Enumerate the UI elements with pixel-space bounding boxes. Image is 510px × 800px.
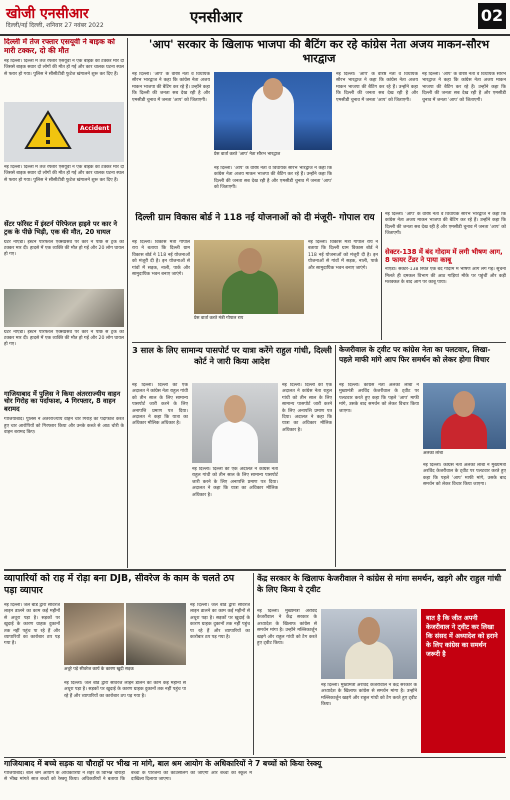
speaker-head bbox=[358, 617, 380, 645]
speaker-head bbox=[224, 395, 246, 423]
footer-body: गाजियाबाद। बाल श्रम आयोग के अधिकारियों ने शहर के विभिन्न चौराहों से भीख मांगते सात बच्चों को रेस्क्यू किया। अधिकारियों ने बताया कि बच्चों के परिजनों की काउंसलिंग की जाएगी और बच्चों को स्कूल में दाखिला दिलाया जाएगा। bbox=[4, 771, 252, 783]
pull-quote-box bbox=[421, 609, 505, 753]
right-body-top: नई दिल्ली। 'आप' के वरिष्ठ नेता व विधायक सौरभ भारद्वाज ने कहा कि कांग्रेस नेता अजय माकन भाजपा की बैटिंग कर रहे हैं। उन्होंने कहा कि दिल्ली की जनता सब देख रही है और एमसीडी चुनाव में जनता 'आप' को जिताएगी। bbox=[385, 212, 506, 237]
story-body-continued: ग्रेटर नोएडा। ईस्टर्न पेरिफेरल एक्सप्रेसवे पर कार ने पीछे से ट्रक को टक्कर मार दी। हादसे में एक व्यक्ति की मौत हो गई और 20 लोग घायल हो गए। bbox=[4, 329, 124, 348]
warning-sign-icon bbox=[24, 110, 72, 150]
section-divider bbox=[4, 569, 506, 571]
kejriwal-congress-body-continued: नई दिल्ली। मुख्यमंत्री अरविंद केजरीवाल ने केंद्र सरकार के अध्यादेश के खिलाफ कांग्रेस से समर्थन मांगा है। उन्होंने मल्लिकार्जुन खड़गे और राहुल गांधी को टैग करते हुए ट्वीट किया। bbox=[321, 683, 417, 708]
lead-headline: 'आप' सरकार के खिलाफ भाजपा की बैटिंग कर रहे कांग्रेस नेता अजय माकन-सौरभ भारद्वाज bbox=[148, 38, 490, 65]
page-number: 02 bbox=[478, 3, 506, 29]
story-headline: सेंटर फॉरेस्ट में इंस्टर्न पेरिफेरल हाइवे पर कार ने ट्रक के पीछे भिड़ी, एक की मौत, 20 घायल bbox=[4, 219, 118, 236]
photo-caption: अलका लांबा bbox=[423, 451, 443, 456]
column-divider bbox=[127, 38, 128, 568]
djb-body: नई दिल्ली। जल बोर्ड द्वारा सीवरेज लाइन डालने का काम कई महीनों से अधूरा पड़ा है। सड़कों पर खुदाई के कारण ग्राहक दुकानों तक नहीं पहुंच पा रहे हैं और व्यापारियों का कारोबार ठप पड़ गया है। bbox=[4, 603, 60, 647]
kejriwal-photo bbox=[321, 609, 417, 679]
lead-body: नई दिल्ली। 'आप' के वरिष्ठ नेता व विधायक सौरभ भारद्वाज ने कहा कि कांग्रेस नेता अजय माकन भाजपा की बैटिंग कर रहे हैं। उन्होंने कहा कि दिल्ली की जनता सब देख रही है और एमसीडी चुनाव में जनता 'आप' को जिताएगी। bbox=[132, 72, 210, 103]
rahul-story bbox=[132, 345, 332, 567]
rahul-body-continued: नई दिल्ली। दिल्ली की एक अदालत ने कांग्रेस नेता राहुल गांधी को तीन साल के लिए सामान्य पासपोर्ट जारी करने के लिए अनापत्ति प्रमाण पत्र दिया। अदालत ने कहा कि यात्रा का अधिकार मौलिक अधिकार है। bbox=[282, 383, 332, 433]
right-column bbox=[385, 212, 506, 340]
rahul-photo bbox=[192, 383, 278, 463]
left-column bbox=[4, 38, 124, 538]
fire-headline: सेक्टर-138 में बंद गोदाम में लगी भीषण आग, 8 फायर टेंडर ने पाया काबू bbox=[385, 248, 503, 265]
photo-caption: प्रेस वार्ता करते मंत्री गोपाल राय bbox=[194, 316, 244, 321]
lead-body-continued: नई दिल्ली। 'आप' के वरिष्ठ नेता व विधायक सौरभ भारद्वाज ने कहा कि कांग्रेस नेता अजय माकन भाजपा की बैटिंग कर रहे हैं। उन्होंने कहा कि दिल्ली की जनता सब देख रही है और एमसीडी चुनाव में जनता 'आप' को जिताएगी। bbox=[422, 72, 506, 103]
story-body: ग्रेटर नोएडा। ईस्टर्न पेरिफेरल एक्सप्रेसवे पर कार ने पीछे से ट्रक को टक्कर मार दी। हादसे में एक व्यक्ति की मौत हो गई और 20 लोग घायल हो गए। bbox=[4, 239, 124, 258]
lead-body-continued: नई दिल्ली। 'आप' के वरिष्ठ नेता व विधायक सौरभ भारद्वाज ने कहा कि कांग्रेस नेता अजय माकन भाजपा की बैटिंग कर रहे हैं। उन्होंने कहा कि दिल्ली की जनता सब देख रही है और एमसीडी चुनाव में जनता 'आप' को जिताएगी। bbox=[214, 166, 332, 191]
rahul-body: नई दिल्ली। दिल्ली की एक अदालत ने कांग्रेस नेता राहुल गांधी को तीन साल के लिए सामान्य पासपोर्ट जारी करने के लिए अनापत्ति प्रमाण पत्र दिया। अदालत ने कहा कि यात्रा का अधिकार मौलिक अधिकार है। bbox=[132, 383, 188, 427]
djb-body-continued: नई दिल्ली। जल बोर्ड द्वारा सीवरेज लाइन डालने का काम कई महीनों से अधूरा पड़ा है। सड़कों पर खुदाई के कारण ग्राहक दुकानों तक नहीं पहुंच पा रहे हैं और व्यापारियों का कारोबार ठप पड़ गया है। bbox=[190, 603, 250, 641]
rahul-headline: 3 साल के लिए सामान्य पासपोर्ट पर यात्रा करेंगे राहुल गांधी, दिल्ली कोर्ट ने जारी किया आदेश bbox=[132, 345, 332, 366]
footer-story bbox=[4, 759, 506, 799]
kejriwal-story bbox=[339, 345, 506, 567]
fire-body: नोएडा। सेक्टर-138 स्थित एक बंद गोदाम में भीषण आग लग गई। सूचना मिलते ही दमकल विभाग की आठ गाड़ियां मौके पर पहुंचीं और कड़ी मशक्कत के बाद आग पर काबू पाया। bbox=[385, 267, 506, 286]
kejriwal-body-continued: नई दिल्ली। कांग्रेस नेता अलका लांबा ने मुख्यमंत्री अरविंद केजरीवाल के ट्वीट पर पलटवार करते हुए कहा कि पहले 'आप' माफी मांगे, उसके बाद समर्थन को लेकर विचार किया जाएगा। bbox=[423, 463, 506, 488]
kejriwal-congress-body: नई दिल्ली। मुख्यमंत्री अरविंद केजरीवाल ने केंद्र सरकार के अध्यादेश के खिलाफ कांग्रेस से समर्थन मांगा है। उन्होंने मल्लिकार्जुन खड़गे और राहुल गांधी को टैग करते हुए ट्वीट किया। bbox=[257, 609, 317, 647]
rahul-body-continued: नई दिल्ली। दिल्ली की एक अदालत ने कांग्रेस नेता राहुल गांधी को तीन साल के लिए सामान्य पासपोर्ट जारी करने के लिए अनापत्ति प्रमाण पत्र दिया। अदालत ने कहा कि यात्रा का अधिकार मौलिक अधिकार है। bbox=[192, 467, 278, 498]
kejriwal-headline: केजरीवाल के ट्वीट पर कांग्रेस नेता का पलटवार, लिखा- पहले माफी मांगे आप फिर समर्थन को लेकर होगा विचार bbox=[339, 345, 491, 364]
speaker-head bbox=[263, 78, 283, 100]
lead-photo bbox=[214, 72, 332, 150]
column-divider bbox=[381, 212, 382, 340]
kejriwal-body: नई दिल्ली। कांग्रेस नेता अलका लांबा ने मुख्यमंत्री अरविंद केजरीवाल के ट्वीट पर पलटवार करते हुए कहा कि पहले 'आप' माफी मांगे, उसके बाद समर्थन को लेकर विचार किया जाएगा। bbox=[339, 383, 419, 414]
gopal-headline: दिल्ली ग्राम विकास बोर्ड ने 118 नई योजनाओं को दी मंजूरी- गोपाल राय bbox=[135, 213, 375, 223]
accident-label: Accident bbox=[80, 124, 110, 132]
lead-body-continued: नई दिल्ली। 'आप' के वरिष्ठ नेता व विधायक सौरभ भारद्वाज ने कहा कि कांग्रेस नेता अजय माकन भाजपा की बैटिंग कर रहे हैं। उन्होंने कहा कि दिल्ली की जनता सब देख रही है और एमसीडी चुनाव में जनता 'आप' को जिताएगी। bbox=[336, 72, 418, 103]
djb-headline: व्यापारियों को राह में रोड़ा बना DJB, सीवरेज के काम के चलते ठप पड़ा व्यापार bbox=[4, 573, 235, 596]
speaker-figure bbox=[441, 413, 487, 449]
speaker-figure bbox=[345, 641, 393, 679]
crash-photo bbox=[4, 289, 124, 327]
section-divider bbox=[4, 757, 506, 758]
section-title: एनसीआर bbox=[190, 8, 243, 26]
speaker-head bbox=[238, 248, 262, 274]
lead-story bbox=[132, 38, 506, 210]
masthead bbox=[0, 0, 510, 36]
masthead-logo: खोजी एनसीआर bbox=[6, 6, 89, 22]
sewer-work-photo-1 bbox=[64, 603, 124, 665]
kejriwal-congress-headline: केंद्र सरकार के खिलाफ केजरीवाल ने कांग्रेस से मांगा समर्थन, खड़गे और राहुल गांधी के लिए किया ये ट्वीट bbox=[257, 574, 502, 594]
gopal-body-continued: नई दिल्ली। विकास मंत्री गोपाल राय ने बताया कि दिल्ली ग्राम विकास बोर्ड ने 118 नई योजनाओं को मंजूरी दी है। इन योजनाओं से गांवों में सड़क, नाली, पार्क और सामुदायिक भवन बनाए जाएंगे। bbox=[308, 240, 378, 271]
sewer-work-photo-2 bbox=[126, 603, 186, 665]
photo-caption: अधूरे पड़े सीवरेज कार्य के कारण खुदी सड़क bbox=[64, 667, 134, 672]
kejriwal-congress-story bbox=[257, 573, 506, 755]
footer-headline: गाजियाबाद में बच्चे सड़क या चौराहों पर भीख ना मांगे, बाल श्रम आयोग के अधिकारियों ने 7 बच्चों को किया रेस्क्यू bbox=[4, 759, 322, 768]
dateline: दिल्ली/नई दिल्ली, शनिवार 27 नवंबर 2022 bbox=[6, 22, 104, 29]
accident-photo bbox=[4, 102, 124, 162]
speaker-figure bbox=[222, 270, 278, 314]
story-body-continued: नई दिल्ली। दिल्ली में तेज रफ्तार एसयूवी ने एक बाइक को टक्कर मार दी जिससे बाइक सवार दो लोगों की मौत हो गई और कार चालक घटना स्थल से फरार हो गया। पुलिस ने सीसीटीवी फुटेज खंगालने शुरू कर दिए हैं। bbox=[4, 164, 124, 183]
column-divider bbox=[253, 573, 254, 755]
speaker-head bbox=[453, 391, 475, 417]
story-headline: दिल्ली में तेज रफ्तार एसयूवी ने बाइक को मारी टक्कर, दो की मौत bbox=[4, 38, 115, 55]
gopal-story bbox=[132, 212, 378, 340]
pull-quote-text: बात है कि जीत अपनी केजरीवाल ने ट्वीट कर लिखा कि संसद में अध्यादेश को हराने के लिए कांग्रेस का समर्थन जरूरी है bbox=[426, 614, 498, 658]
story-body: नई दिल्ली। दिल्ली में तेज रफ्तार एसयूवी ने एक बाइक को टक्कर मार दी जिससे बाइक सवार दो लोगों की मौत हो गई और कार चालक घटना स्थल से फरार हो गया। पुलिस ने सीसीटीवी फुटेज खंगालने शुरू कर दिए हैं। bbox=[4, 58, 124, 77]
gopal-body: नई दिल्ली। विकास मंत्री गोपाल राय ने बताया कि दिल्ली ग्राम विकास बोर्ड ने 118 नई योजनाओं को मंजूरी दी है। इन योजनाओं से गांवों में सड़क, नाली, पार्क और सामुदायिक भवन बनाए जाएंगे। bbox=[132, 240, 190, 278]
column-divider bbox=[335, 345, 336, 567]
section-divider bbox=[132, 342, 506, 343]
speaker-figure bbox=[212, 421, 258, 463]
gopal-photo bbox=[194, 240, 304, 314]
story-body: गाजियाबाद। पुलिस ने अंतरराज्यीय वाहन चोर गिरोह का पर्दाफाश करते हुए चार आरोपियों को गिरफ्तार किया और उनके कब्जे से आठ चोरी के वाहन बरामद किए। bbox=[4, 417, 124, 436]
djb-body-continued: नई दिल्ली। जल बोर्ड द्वारा सीवरेज लाइन डालने का काम कई महीनों से अधूरा पड़ा है। सड़कों पर खुदाई के कारण ग्राहक दुकानों तक नहीं पहुंच पा रहे हैं और व्यापारियों का कारोबार ठप पड़ गया है। bbox=[64, 681, 186, 699]
alka-lamba-photo bbox=[423, 383, 506, 449]
photo-caption: प्रेस वार्ता करते 'आप' नेता सौरभ भारद्वाज bbox=[214, 152, 281, 157]
story-headline: गाजियाबाद में पुलिस ने किया अंतरराज्यीय वाहन चोर गिरोह का पर्दाफाश, 4 गिरफ्तार, 8 वाहन बरामद bbox=[4, 389, 121, 414]
djb-story bbox=[4, 573, 250, 755]
